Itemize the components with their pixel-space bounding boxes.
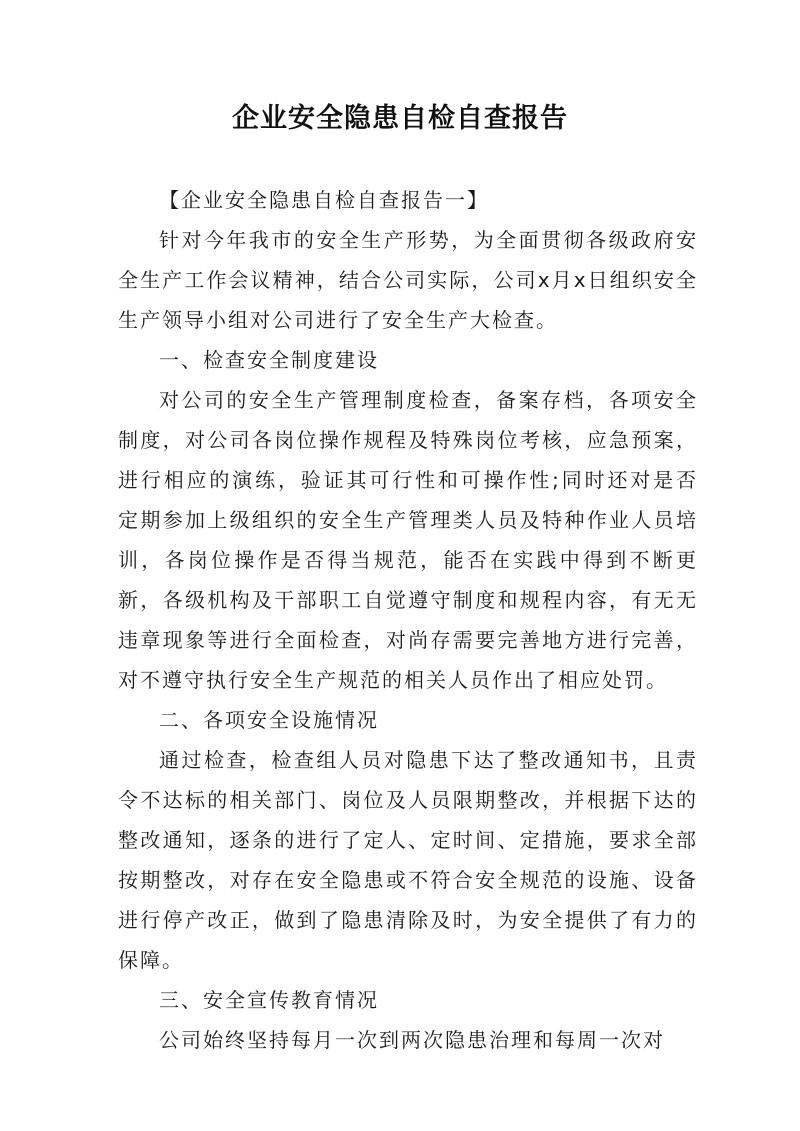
heading-2: 二、各项安全设施情况 [159,708,379,732]
heading-1: 一、检查安全制度建设 [159,348,379,372]
section-heading: 【企业安全隐患自检自查报告一】 [159,188,489,212]
paragraph-1: 对公司的安全生产管理制度检查，备案存档，各项安全制度，对公司各岗位操作规程及特殊岗位考核，应急预案，进行相应的演练，验证其可行性和可操作性;同时还对是否定期参加上级组织的安全生产管理类人员及特种作业人员培训，各岗位操作是否得当规范，能否在实践中得到不断更新，各级机构及干部职工自觉遵守制度和规程内容，有无无违章现象等进行全面检查，对尚存需要完善地方进行完善，对不遵守执行安全生产规范的相关人员作出了相应处罚。 [118,388,698,692]
paragraph-2: 通过检查，检查组人员对隐患下达了整改通知书，且责令不达标的相关部门、岗位及人员限期整改，并根据下达的整改通知，逐条的进行了定人、定时间、定措施，要求全部按期整改，对存在安全隐患或不符合安全规范的设施、设备进行停产改正，做到了隐患清除及时，为安全提供了有力的保障。 [118,748,698,972]
document-body [118,180,698,1060]
heading-3: 三、安全宣传教育情况 [159,988,379,1012]
paragraph-intro: 针对今年我市的安全生产形势，为全面贯彻各级政府安全生产工作会议精神，结合公司实际，公司x月x日组织安全生产领导小组对公司进行了安全生产大检查。 [118,228,698,332]
document-title: 企业安全隐患自检自查报告 [232,103,568,134]
paragraph-3: 公司始终坚持每月一次到两次隐患治理和每周一次对 [159,1028,665,1052]
